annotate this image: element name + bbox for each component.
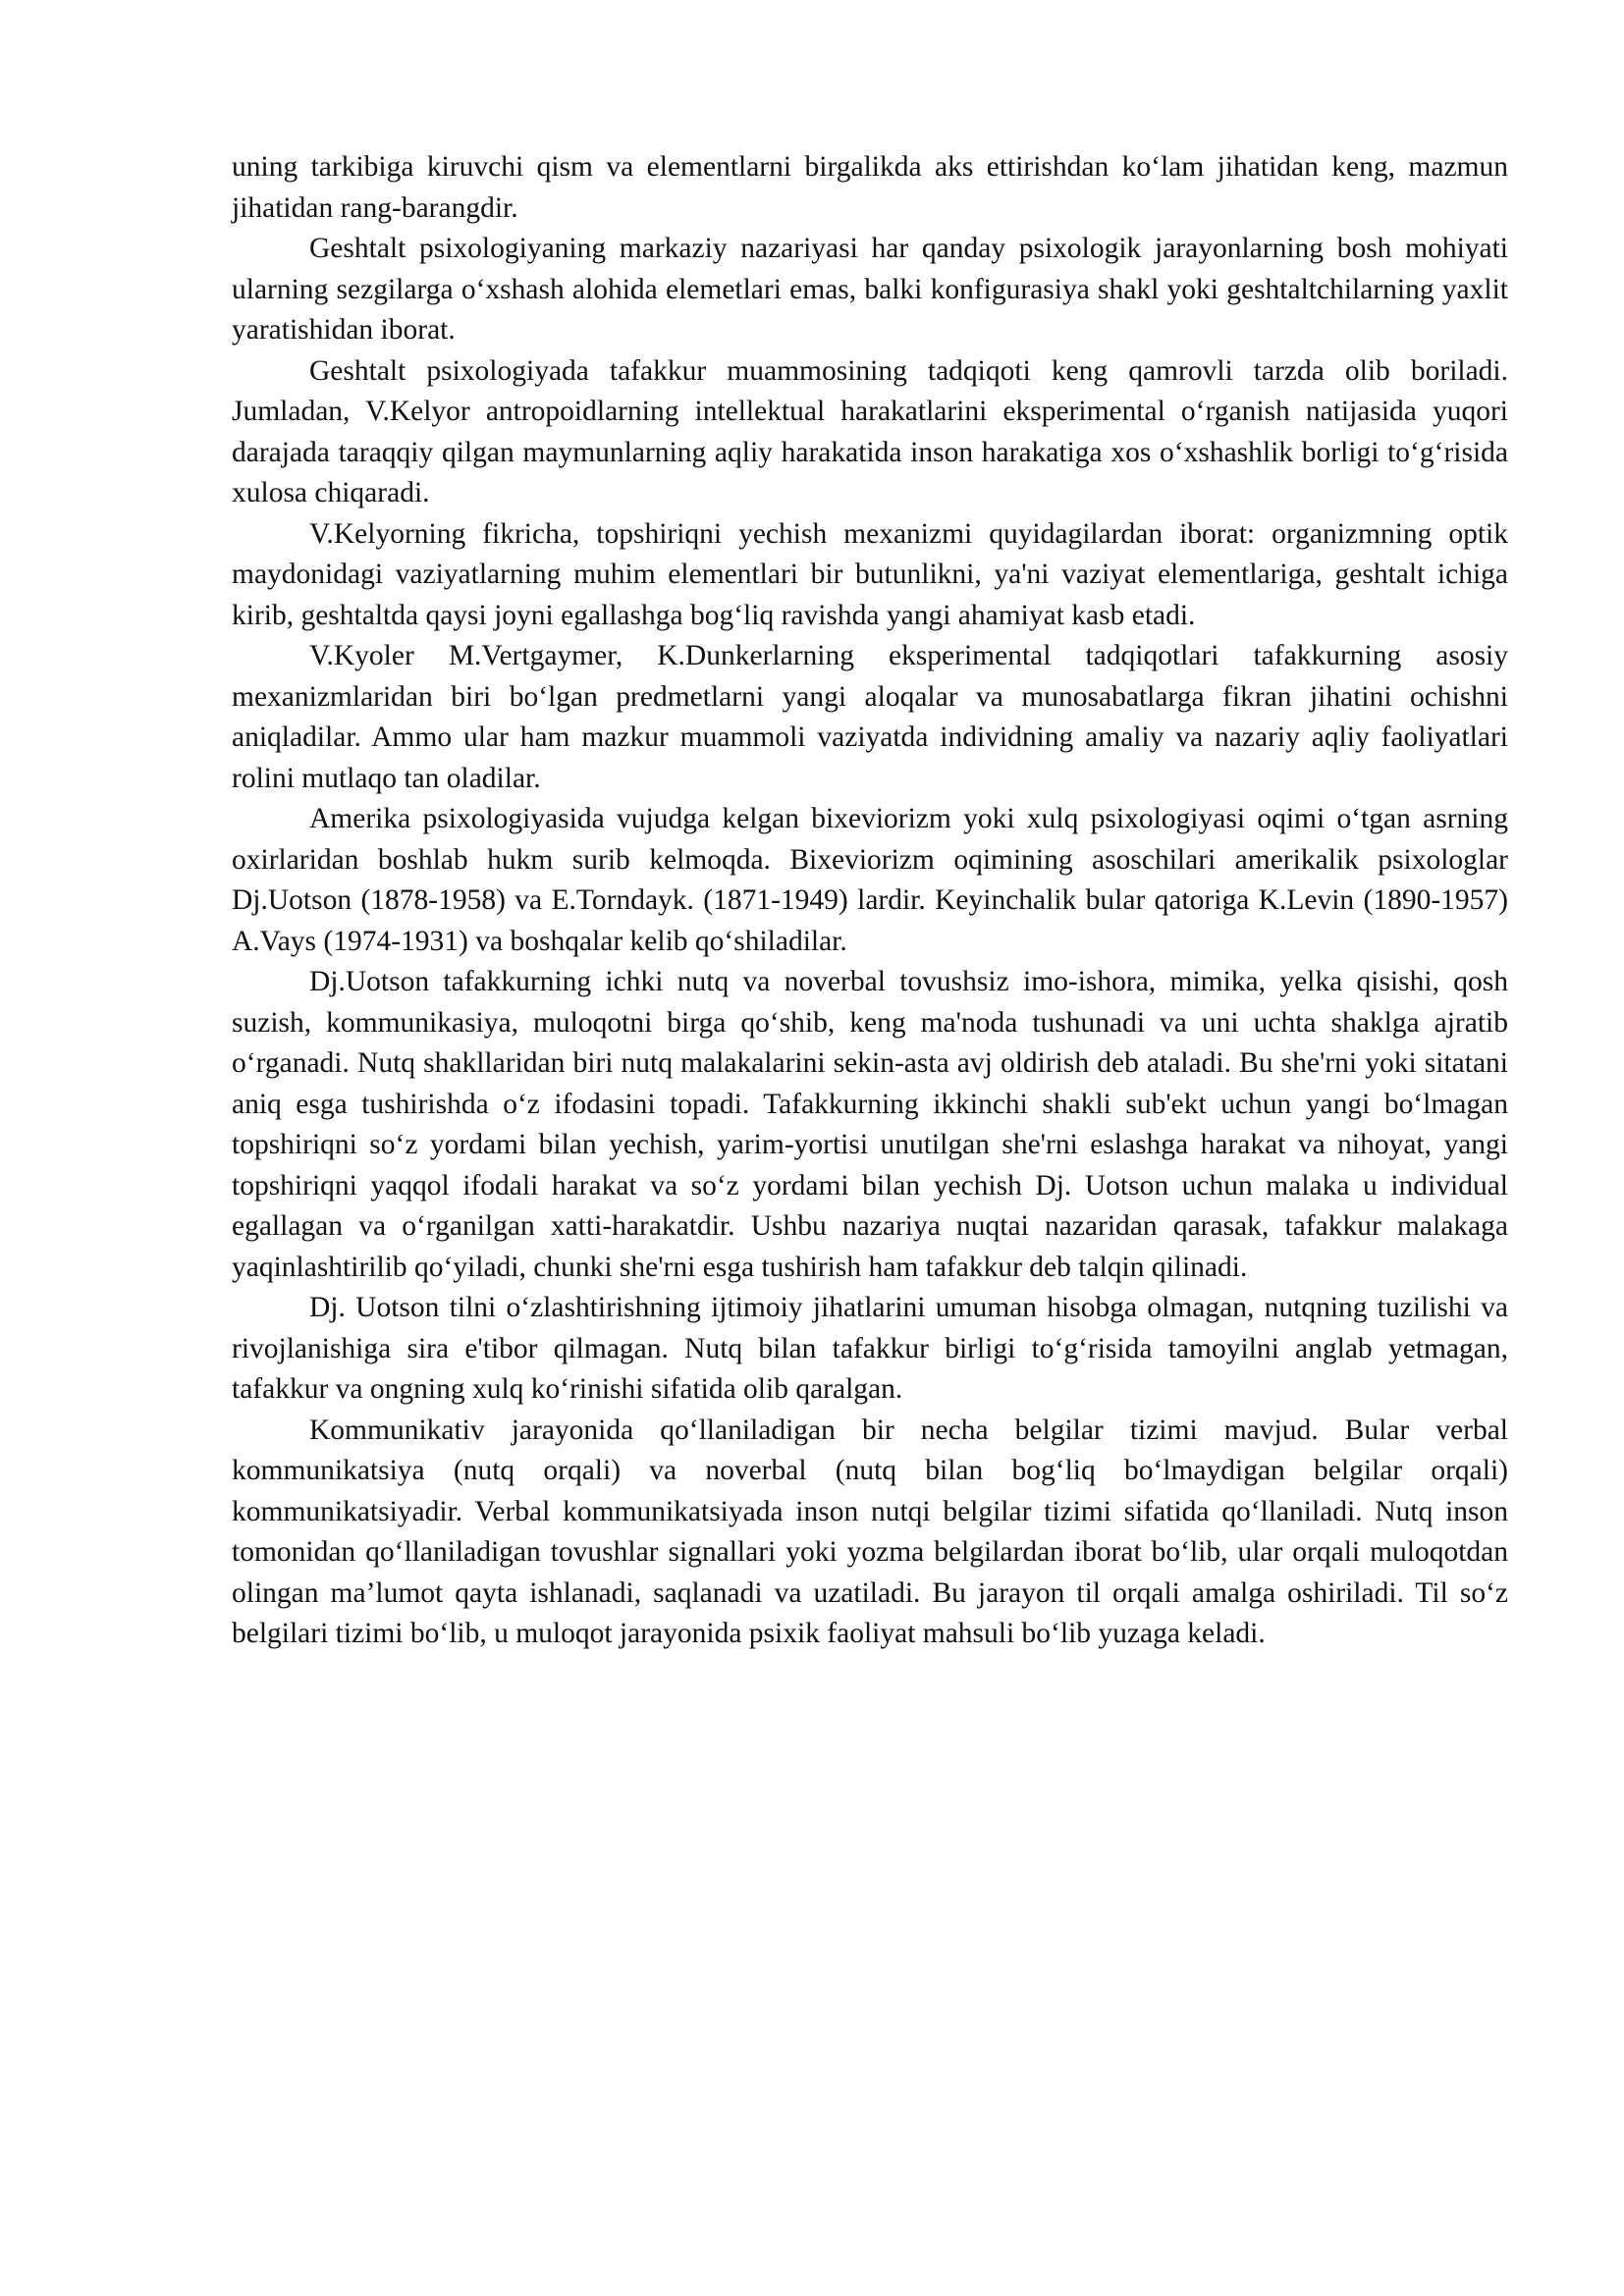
paragraph-geshtalt-theory: Geshtalt psixologiyaning markaziy nazariyasi har qanday psixologik jarayonlarning bosh mohiyati ularning sezgilarga o‘xshash alohida elemetlari emas, balki konfigurasiya shakl yoki geshtaltchilarning yaxlit yaratishidan iborat. [232, 233, 1508, 346]
paragraph-communication: Kommunikativ jarayonida qo‘llaniladigan bir necha belgilar tizimi mavjud. Bular verbal kommunikatsiya (nutq orqali) va noverbal (nutq bilan bog‘liq bo‘lmaydigan belgilar orqali) kommunikatsiyadir. Verbal kommunikatsiyada inson nutqi belgilar tizimi sifatida qo‘llaniladi. Nutq inson tomonidan qo‘llaniladigan tovushlar signallari yoki yozma belgilardan iborat bo‘lib, ular orqali muloqotdan olingan ma’lumot qayta ishlanadi, saqlanadi va uzatiladi. Bu jarayon til orqali amalga oshiriladi. Til so‘z belgilari tizimi bo‘lib, u muloqot jarayonida psixik faoliyat mahsuli bo‘lib yuzaga keladi. [232, 1414, 1508, 1649]
paragraph-experimental-research: V.Kyoler M.Vertgaymer, K.Dunkerlarning eksperimental tadqiqotlari tafakkurning asosiy mexanizmlaridan biri bo‘lgan predmetlarni yangi aloqalar va munosabatlarga fikran jihatini ochishni aniqladilar. Ammo ular ham mazkur muammoli vaziyatda individning amaliy va nazariy aqliy faoliyatlari rolini mutlaqo tan oladilar. [232, 640, 1508, 794]
document-page [232, 147, 1508, 1655]
paragraph-continuation: uning tarkibiga kiruvchi qism va elementlarni birgalikda aks ettirishdan ko‘lam jihatidan keng, mazmun jihatidan rang-barangdir. [232, 151, 1508, 224]
paragraph-behaviorism: Amerika psixologiyasida vujudga kelgan bixeviorizm yoki xulq psixologiyasi oqimi o‘tgan asrning oxirlaridan boshlab hukm surib kelmoqda. Bixeviorizm oqimining asoschilari amerikalik psixologlar Dj.Uotson (1878-1958) va E.Torndayk. (1871-1949) lardir. Keyinchalik bular qatoriga K.Levin (1890-1957) A.Vays (1974-1931) va boshqalar kelib qo‘shiladilar. [232, 803, 1508, 957]
paragraph-kelyor-mechanism: V.Kelyorning fikricha, topshiriqni yechish mexanizmi quyidagilardan iborat: organizmning optik maydonidagi vaziyatlarning muhim elementlari bir butunlikni, ya'ni vaziyat elementlariga, geshtalt ichiga kirib, geshtaltda qaysi joyni egallashga bog‘liq ravishda yangi ahamiyat kasb etadi. [232, 517, 1508, 631]
paragraph-geshtalt-thinking: Geshtalt psixologiyada tafakkur muammosining tadqiqoti keng qamrovli tarzda olib boriladi. Jumladan, V.Kelyor antropoidlarning intellektual harakatlarini eksperimental o‘rganish natijasida yuqori darajada taraqqiy qilgan maymunlarning aqliy harakatida inson harakatiga xos o‘xshashlik borligi to‘g‘risida xulosa chiqaradi. [232, 354, 1508, 508]
paragraph-watson-language: Dj. Uotson tilni o‘zlashtirishning ijtimoiy jihatlarini umuman hisobga olmagan, nutqning tuzilishi va rivojlanishiga sira e'tibor qilmagan. Nutq bilan tafakkur birligi to‘g‘risida tamoyilni anglab yetmagan, tafakkur va ongning xulq ko‘rinishi sifatida olib qaralgan. [232, 1292, 1508, 1405]
paragraph-watson-thinking: Dj.Uotson tafakkurning ichki nutq va noverbal tovushsiz imo-ishora, mimika, yelka qisishi, qosh suzish, kommunikasiya, muloqotni birga qo‘shib, keng ma'noda tushunadi va uni uchta shaklga ajratib o‘rganadi. Nutq shakllaridan biri nutq malakalarini sekin-asta avj oldirish deb ataladi. Bu she'rni yoki sitatani aniq esga tushirishda o‘z ifodasini topadi. Tafakkurning ikkinchi shakli sub'ekt uchun yangi bo‘lmagan topshiriqni so‘z yordami bilan yechish, yarim-yortisi unutilgan she'rni eslashga harakat va nihoyat, yangi topshiriqni yaqqol ifodali harakat va so‘z yordami bilan yechish Dj. Uotson uchun malaka u individual egallagan va o‘rganilgan xatti-harakatdir. Ushbu nazariya nuqtai nazaridan qarasak, tafakkur malakaga yaqinlashtirilib qo‘yiladi, chunki she'rni esga tushirish ham tafakkur deb talqin qilinadi. [232, 966, 1508, 1283]
